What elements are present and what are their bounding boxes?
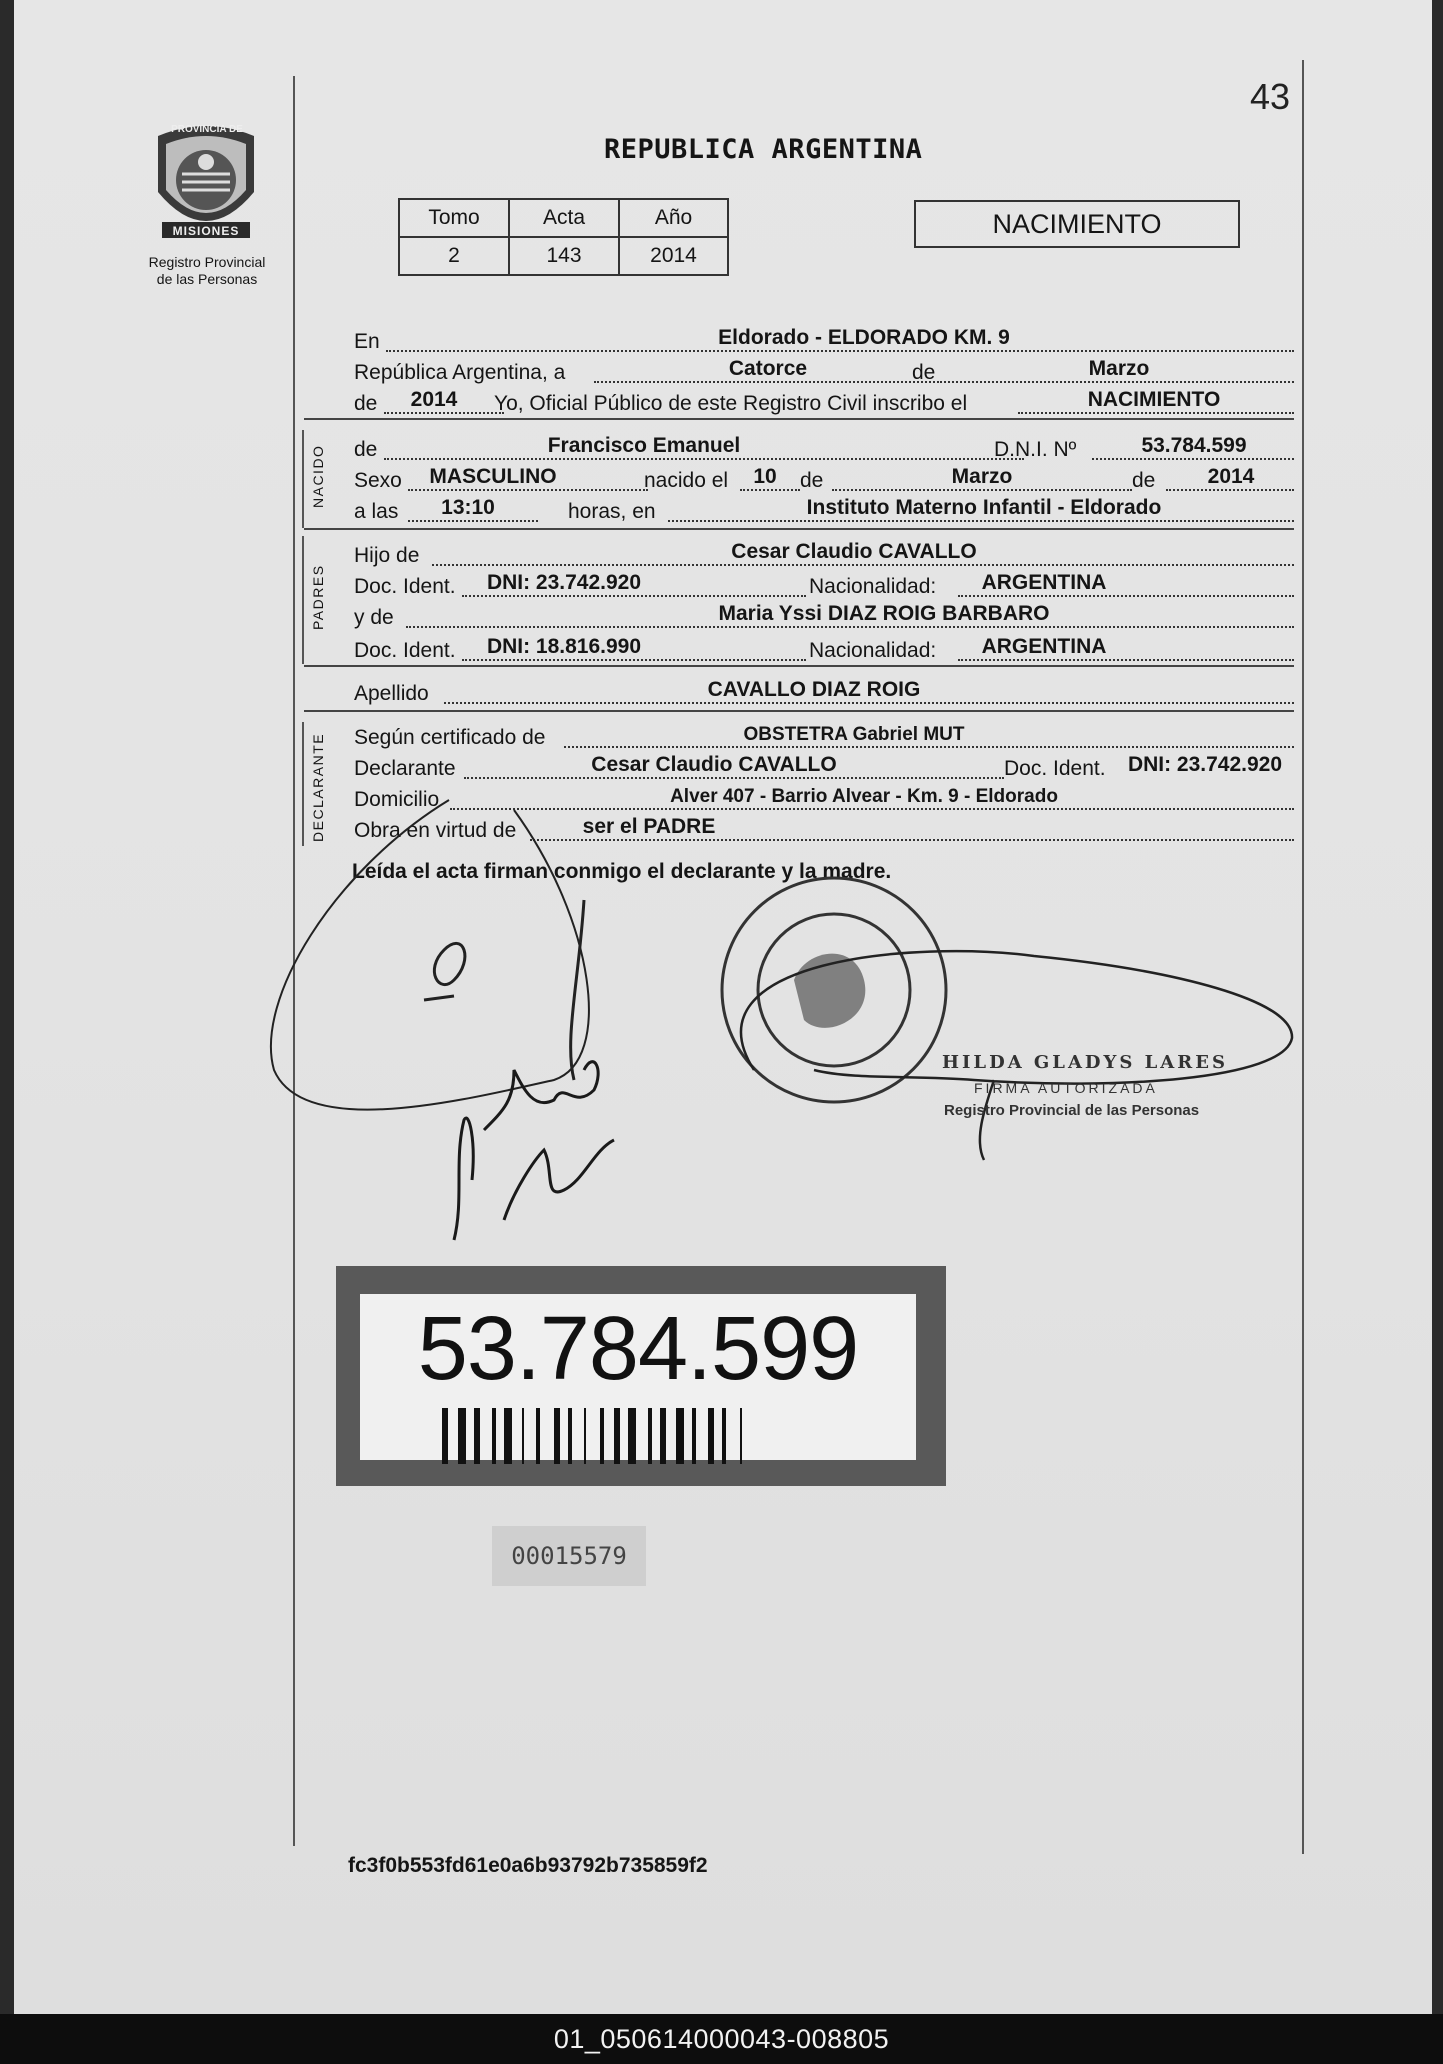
domicilio-value: Alver 407 - Barrio Alvear - Km. 9 - Eldorado bbox=[670, 786, 1058, 807]
row-domicilio: Domicilio Alver 407 - Barrio Alvear - Km. 9 - Eldorado bbox=[354, 784, 1294, 814]
birth-day-value: 10 bbox=[753, 465, 777, 488]
footer-filename: 01_050614000043-008805 bbox=[0, 2014, 1443, 2064]
mother-signature bbox=[454, 1062, 614, 1240]
barcode-bar bbox=[474, 1408, 480, 1464]
barcode-bar bbox=[522, 1408, 524, 1464]
row-sexo: Sexo MASCULINO nacido el 10 de Marzo de 2014 bbox=[354, 465, 1294, 495]
page-number: 43 bbox=[1250, 76, 1291, 117]
child-name-value: Francisco Emanuel bbox=[547, 434, 741, 457]
birth-year-value: 2014 bbox=[1207, 465, 1255, 488]
certificado-value: OBSTETRA Gabriel MUT bbox=[743, 724, 965, 745]
barcode-bar bbox=[722, 1408, 726, 1464]
barcode-dni-number: 53.784.599 bbox=[417, 1299, 859, 1399]
registry-caption: Registro Provincial de las Personas bbox=[148, 254, 266, 287]
barcode-bar bbox=[442, 1408, 448, 1464]
barcode-bar bbox=[458, 1408, 466, 1464]
tomo-acta-table bbox=[398, 198, 729, 276]
signatures-and-stamp bbox=[214, 780, 1314, 1260]
tomo-header: Tomo bbox=[399, 199, 509, 237]
officer-role: FIRMA AUTORIZADA bbox=[974, 1080, 1158, 1096]
mother-nationality-value: ARGENTINA bbox=[981, 635, 1107, 658]
officer-name: HILDA GLADYS LARES bbox=[942, 1052, 1228, 1073]
barcode-bar bbox=[536, 1408, 540, 1464]
year-value: 2014 bbox=[410, 388, 458, 411]
row-republica: República Argentina, a Catorce de Marzo bbox=[354, 357, 1294, 387]
section-declarante-label: DECLARANTE bbox=[310, 732, 326, 842]
barcode-bar bbox=[584, 1408, 586, 1464]
barcode-bar bbox=[692, 1408, 696, 1464]
section-padres-label: PADRES bbox=[310, 564, 326, 630]
birth-hour-value: 13:10 bbox=[441, 496, 495, 519]
barcode-bar bbox=[660, 1408, 666, 1464]
document-hash: fc3f0b553fd61e0a6b93792b735859f2 bbox=[348, 1854, 708, 1877]
row-de-year: de 2014 Yo, Oficial Público de este Registro Civil inscribo el NACIMIENTO bbox=[354, 388, 1294, 418]
month-value: Marzo bbox=[1088, 357, 1150, 380]
row-certificado: Según certificado de OBSTETRA Gabriel MUT bbox=[354, 722, 1294, 752]
barcode-bar bbox=[568, 1408, 572, 1464]
barcode-bar bbox=[676, 1408, 684, 1464]
sexo-value: MASCULINO bbox=[429, 465, 557, 488]
day-words-value: Catorce bbox=[728, 357, 808, 380]
act-type-box: NACIMIENTO bbox=[914, 200, 1240, 248]
row-nacido-name: de Francisco Emanuel D.N.I. Nº 53.784.599 bbox=[354, 434, 1294, 464]
row-hijo-de: Hijo de Cesar Claudio CAVALLO bbox=[354, 540, 1294, 570]
declarante-doc-value: DNI: 23.742.920 bbox=[1127, 753, 1283, 776]
father-nationality-value: ARGENTINA bbox=[981, 571, 1107, 594]
row-en: En Eldorado - ELDORADO KM. 9 bbox=[354, 326, 1294, 356]
place-value: Eldorado - ELDORADO KM. 9 bbox=[718, 326, 1010, 349]
declarant-initial-mark bbox=[424, 943, 465, 1000]
mother-name-value: Maria Yssi DIAZ ROIG BARBARO bbox=[718, 602, 1050, 625]
row-obra: Obra en virtud de ser el PADRE bbox=[354, 815, 1294, 845]
birth-place-value: Instituto Materno Infantil - Eldorado bbox=[806, 496, 1162, 519]
row-mother-doc: Doc. Ident. DNI: 18.816.990 Nacionalidad: ARGENTINA bbox=[354, 635, 1294, 665]
father-doc-value: DNI: 23.742.920 bbox=[486, 571, 642, 594]
row-y-de: y de Maria Yssi DIAZ ROIG BARBARO bbox=[354, 602, 1294, 632]
obra-value: ser el PADRE bbox=[582, 815, 716, 838]
closing-statement: Leída el acta firman conmigo el declarante y la madre. bbox=[352, 860, 892, 883]
barcode-bar bbox=[492, 1408, 496, 1464]
row-a-las: a las 13:10 horas, en Instituto Materno Infantil - Eldorado bbox=[354, 496, 1294, 526]
officer-org: Registro Provincial de las Personas bbox=[944, 1102, 1200, 1119]
birth-month-value: Marzo bbox=[951, 465, 1013, 488]
barcode-bar bbox=[648, 1408, 652, 1464]
row-father-doc: Doc. Ident. DNI: 23.742.920 Nacionalidad: ARGENTINA bbox=[354, 571, 1294, 601]
barcode-bar bbox=[554, 1408, 560, 1464]
child-dni-value: 53.784.599 bbox=[1141, 434, 1247, 457]
acta-value: 143 bbox=[509, 237, 619, 275]
declarant-signature-loop bbox=[271, 800, 589, 1110]
row-apellido: Apellido CAVALLO DIAZ ROIG bbox=[354, 678, 1294, 708]
anio-header: Año bbox=[619, 199, 728, 237]
inscribe-value: NACIMIENTO bbox=[1087, 388, 1221, 411]
declarante-name-value: Cesar Claudio CAVALLO bbox=[591, 753, 837, 776]
father-name-value: Cesar Claudio CAVALLO bbox=[731, 540, 977, 563]
barcode-bar bbox=[614, 1408, 620, 1464]
barcode-bar bbox=[600, 1408, 604, 1464]
mother-doc-value: DNI: 18.816.990 bbox=[486, 635, 642, 658]
section-nacido-label: NACIDO bbox=[310, 444, 326, 508]
barcode-bar bbox=[708, 1408, 714, 1464]
row-declarante: Declarante Cesar Claudio CAVALLO Doc. Ident. DNI: 23.742.920 bbox=[354, 753, 1294, 783]
barcode-bar bbox=[504, 1408, 512, 1464]
barcode-bar bbox=[740, 1408, 742, 1464]
tomo-value: 2 bbox=[399, 237, 509, 275]
barcode-bars bbox=[442, 1408, 834, 1464]
anio-value: 2014 bbox=[619, 237, 728, 275]
document-title: REPUBLICA ARGENTINA bbox=[604, 134, 923, 165]
emblem-bottom-text: MISIONES bbox=[172, 224, 240, 238]
barcode-bar bbox=[628, 1408, 636, 1464]
apellido-value: CAVALLO DIAZ ROIG bbox=[707, 678, 921, 701]
emblem-top-text: PROVINCIA DE bbox=[171, 124, 243, 135]
acta-header: Acta bbox=[509, 199, 619, 237]
registry-stamp bbox=[722, 878, 946, 1102]
document-page bbox=[14, 0, 1432, 2014]
control-number: 00015579 bbox=[492, 1526, 646, 1586]
